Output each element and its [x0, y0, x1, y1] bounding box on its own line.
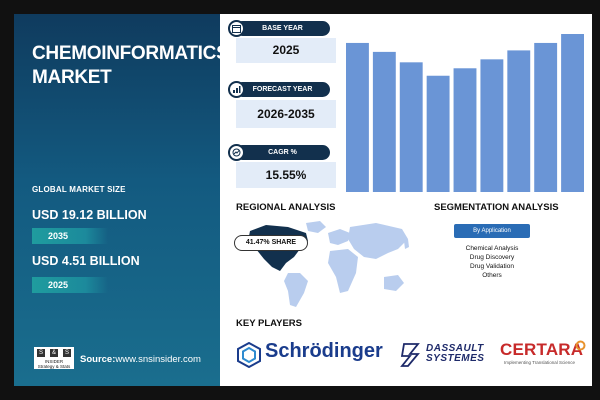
- segment-pill-application: By Application: [454, 224, 530, 238]
- stat-value-cagr: 15.55%: [236, 162, 336, 188]
- source-label: Source:: [80, 354, 116, 365]
- stat-value-base-year: 2025: [236, 38, 336, 63]
- certara-tagline: Implementing Translational Science: [504, 360, 576, 365]
- segment-item: Drug Validation: [470, 263, 514, 270]
- europe-region: [328, 229, 350, 245]
- market-value-2025: USD 4.51 BILLION: [32, 254, 140, 268]
- stat-label-cagr: CAGR %: [235, 145, 330, 160]
- source-line: [80, 354, 201, 365]
- schrodinger-logo: Schrödinger: [265, 340, 383, 362]
- growth-icon: [228, 144, 245, 161]
- chart-bar: [454, 68, 477, 192]
- market-growth-chart: [346, 30, 584, 192]
- asia-region: [348, 223, 408, 259]
- page-title: CHEMOINFORMATICS MARKET: [32, 43, 229, 88]
- global-market-size-label: GLOBAL MARKET SIZE: [32, 185, 126, 194]
- dassault-line1: DASSAULT: [426, 343, 484, 354]
- logo-letter-amp: &: [51, 350, 56, 356]
- segmentation-analysis-title: SEGMENTATION ANALYSIS: [434, 202, 559, 213]
- stat-label-base-year: BASE YEAR: [235, 21, 330, 36]
- certara-ring-icon: [575, 340, 586, 351]
- share-badge: 41.47% SHARE: [234, 235, 308, 251]
- south-america-region: [284, 273, 308, 307]
- dassault-line2: SYSTEMES: [426, 353, 485, 364]
- chart-bar: [346, 43, 369, 192]
- logo-letter-s2: S: [64, 350, 69, 356]
- regional-analysis-title: REGIONAL ANALYSIS: [236, 202, 336, 213]
- schrodinger-hex-icon: [236, 342, 262, 368]
- chart-bar: [534, 43, 557, 192]
- stat-value-forecast-year: 2026-2035: [236, 100, 336, 128]
- calendar-icon: [228, 20, 245, 37]
- dassault-3ds-icon: [400, 340, 426, 368]
- sns-insider-logo: [34, 347, 74, 369]
- segment-item: Drug Discovery: [469, 254, 515, 261]
- market-year-2025: 2025: [32, 277, 108, 293]
- chart-bar: [400, 62, 423, 192]
- greenland-region: [306, 221, 326, 233]
- key-players-logos: [236, 336, 586, 376]
- source-url[interactable]: www.snsinsider.com: [115, 354, 201, 365]
- australia-region: [384, 275, 404, 291]
- chart-bar: [373, 52, 396, 192]
- infographic: [14, 14, 592, 386]
- certara-logo: CERTARA: [500, 340, 584, 359]
- dassault-logo: [426, 344, 484, 364]
- africa-region: [328, 249, 358, 293]
- stat-label-forecast-year: FORECAST YEAR: [235, 82, 330, 97]
- segment-list: [454, 244, 530, 280]
- market-value-2035: USD 19.12 BILLION: [32, 208, 147, 222]
- logo-text: INSIDER Strategy & Stats: [37, 359, 71, 369]
- chart-bar: [480, 59, 503, 192]
- chart-icon: [228, 81, 245, 98]
- segment-item: Chemical Analysis: [465, 245, 519, 252]
- chart-bar: [507, 50, 530, 192]
- market-year-2035: 2035: [32, 228, 108, 244]
- chart-bar: [427, 76, 450, 192]
- key-players-title: KEY PLAYERS: [236, 318, 302, 329]
- world-map: [236, 219, 412, 311]
- chart-bar: [561, 34, 584, 192]
- left-panel: [14, 14, 229, 386]
- segment-item: Others: [482, 272, 502, 279]
- logo-letter-s1: S: [38, 350, 43, 356]
